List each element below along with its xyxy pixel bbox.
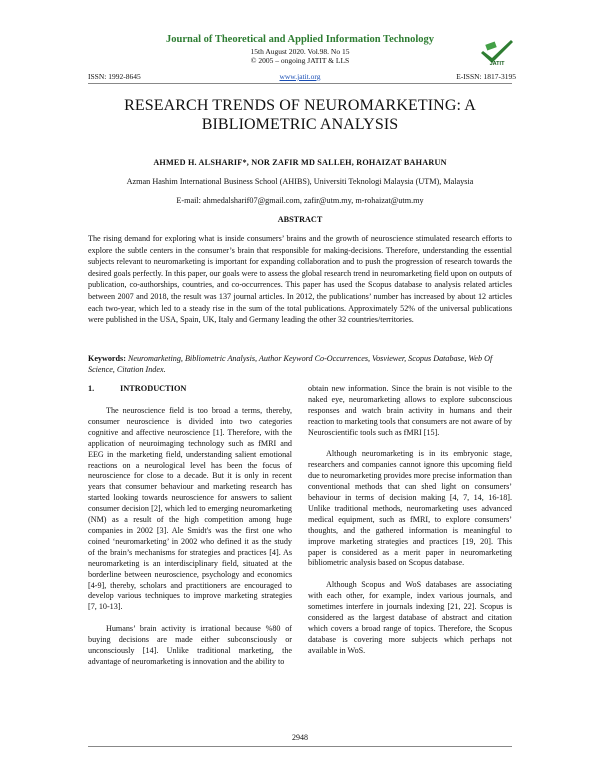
paragraph: Humans’ brain activity is irrational because %80 of buying decisions are made either subconsciously or unconsciously [14]. Unlike traditional marketing, the advantage of neuromarketing is innovation and the ability to [88,624,292,666]
right-column [308,384,512,668]
author-emails: E-mail: ahmedalsharif07@gmail.com, zafir@utm.my, m-rohaizat@utm.my [176,196,424,205]
paragraph: Although neuromarketing is in its embryonic stage, researchers and companies cannot ignore this upcoming field due to neuromarketing provides more precise information than conventional methods that can shed light on consumers’ behaviour in terms of decision making [4, 7, 14, 16-18]. Unlike traditional methods, neuromarketing uses advanced medical equipment, such as fMRI, to explore consumers’ thoughts, and the gathered information is meaningful to improve marketing strategies and practices [19, 20]. This paper is considered as a merit paper in neuromarketing bibliometric analysis based on Scopus database. [308,449,512,568]
left-column [88,406,292,679]
paper-title [88,96,512,134]
section-number: 1. [88,384,95,393]
affiliation: Azman Hashim International Business School (AHIBS), Universiti Teknologi Malaysia (UTM), Malaysia [126,177,474,186]
page-number: 2948 [292,733,308,742]
section-title: INTRODUCTION [120,384,187,393]
journal-website-link[interactable]: www.jatit.org [279,72,321,81]
eissn: E-ISSN: 1817-3195 [456,72,516,81]
title-line-1: RESEARCH TRENDS OF NEUROMARKETING: A [124,97,476,114]
journal-name: Journal of Theoretical and Applied Information Technology [166,34,434,45]
paragraph: The neuroscience field is too broad a terms, thereby, consumer neuroscience is divided into two categories cognitive and affective neuroscience [1]. Therefore, with the application of neuroimaging technology such as fMRI and EEG in the marketing field, understanding salient emotional reactions on a neurological level has been the focus of neuroscience for close to a decade. But it is only in recent years that consumer behaviour and marketing research has started looking towards neuroscience for answers to salient consumer decision [2], which led to emerging neuromarketing (NM) as a result of the high competition among huge companies in 2002 [3]. Ale Smidt's was the first one who coined ‘neuromarketing’ in 2002 who defined it as the study of the brain’s mechanisms for strategies and practices [4]. As neuromarketing is an interdisciplinary field, situated at the borderline between neuroscience, psychology and economics [4-9], thereby, scholars and practitioners are encouraged to develop various techniques to improve marketing strategies [7, 10-13]. [88,406,292,612]
logo-text: JATIT [489,61,505,66]
jatit-logo [480,36,514,66]
authors: AHMED H. ALSHARIF*, NOR ZAFIR MD SALLEH, ROHAIZAT BAHARUN [153,158,447,167]
section-heading [88,384,186,393]
issn: ISSN: 1992-8645 [88,72,141,81]
issue-info: 15th August 2020. Vol.98. No 15 [250,47,350,56]
abstract-heading: ABSTRACT [277,215,323,224]
header-divider [88,83,512,84]
paragraph: Although Scopus and WoS databases are associating with each other, for example, index various journals, and sometimes interfere in journals indexing [21, 22]. Scopus is considered as the largest database of abstract and citation which covers a broad range of topics. Therefore, the Scopus database is covering more subjects which perhaps not available in WoS. [308,580,512,655]
footer-divider [88,746,512,747]
copyright: © 2005 – ongoing JATIT & LLS [250,56,350,65]
abstract-text: The rising demand for exploring what is inside consumers’ brains and the growth of neuroscience stimulated research efforts to explore the subtle centers in the consumer’s brain that responsible for making-decisions. Therefore, understanding the essential subjects relevant to neuromarketing is important for expanding collaboration and to push the progression of research towards the desired goals perfectly. In this paper, our goals were to assess the global research trend in neuromarketing field upon on outputs of publication, co-authorships, countries, and co-occurrences. This paper has used the Scopus database to analysis related articles between 2007 and 2018, the result was 137 journal articles. In 2012, the publications’ number has increased by about 12 articles each two-year, which led to a steady rise in the sum of the total publications. Approximately 52% of the universal publications were published in the USA, Spain, UK, Italy and Germany leading the other 32 countries/territories. [88,234,512,325]
title-line-2: BIBLIOMETRIC ANALYSIS [201,116,399,133]
keywords-label: Keywords: [88,354,126,363]
paragraph: obtain new information. Since the brain is not visible to the naked eye, neuromarketing allows to explore subconscious responses and watch brain activity in humans and their reaction to marketing tools that consumers are not aware of by Neuroscientific tools such as fMRI [15]. [308,384,512,437]
keywords [88,353,512,375]
keywords-list: Neuromarketing, Bibliometric Analysis, Author Keyword Co-Occurrences, Vosviewer, Scopus Database, Web Of Science, Citation Index. [88,354,493,375]
